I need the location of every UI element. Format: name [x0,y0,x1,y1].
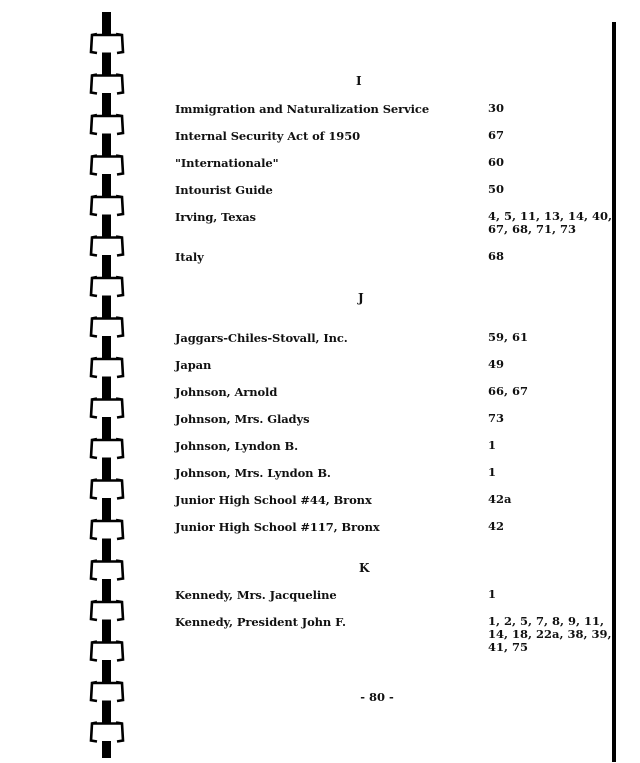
entry-term: Johnson, Mrs. Lyndon B. [175,466,331,480]
binding-ring [91,75,123,94]
binding-bar [102,53,111,75]
binding-bar [102,741,111,758]
entry-pages: 4, 5, 11, 13, 14, 40, 67, 68, 71, 73 [488,209,613,236]
index-entry [175,385,615,413]
index-entry [175,615,615,660]
binding-ring [91,358,123,377]
section-letter-j: J [358,291,364,305]
binding-ring [91,399,123,418]
index-entry [175,331,615,359]
binding-bar [102,93,111,115]
binding-bar [102,660,111,682]
entry-term: Japan [175,358,212,372]
entry-pages: 68 [488,249,505,263]
binding-bar [102,255,111,277]
entry-pages: 49 [488,357,505,371]
page-footer [0,690,640,704]
entry-pages: 1 [488,438,497,452]
binding-bar [102,579,111,601]
entry-term: Immigration and Naturalization Service [175,102,430,116]
entry-term: Italy [175,250,204,264]
index-entry [175,412,615,440]
page-number: - 80 - [360,690,394,704]
binding-bar [102,296,111,318]
binding-ring [91,601,123,620]
binding-ring [91,439,123,458]
entry-term: Jaggars-Chiles-Stovall, Inc. [175,331,348,345]
section-letter-i: I [356,74,362,88]
binding-bar [102,134,111,156]
index-entry [175,588,615,616]
binding-ring [91,237,123,256]
entry-pages: 50 [488,182,505,196]
index-entry [175,102,615,130]
entry-pages: 1, 2, 5, 7, 8, 9, 11, 14, 18, 22a, 38, 39, 41, 75 [488,614,612,654]
binding-ring [91,318,123,337]
entry-term: "Internationale" [175,156,279,170]
entry-term: Johnson, Mrs. Gladys [175,412,310,426]
entry-term: Johnson, Lyndon B. [175,439,299,453]
index-entry [175,358,615,386]
binding-ring [91,34,123,53]
binding-ring [91,277,123,296]
entry-pages: 42a [488,492,512,506]
entry-term: Irving, Texas [175,210,256,224]
entry-pages: 1 [488,587,497,601]
binding-bar [102,539,111,561]
binding-bar [102,498,111,520]
index-entry [175,129,615,157]
entry-pages: 66, 67 [488,384,529,398]
binding-ring [91,520,123,539]
entry-term: Junior High School #117, Bronx [175,520,380,534]
index-entry [175,439,615,467]
index-entry [175,183,615,211]
binding-bar [102,458,111,480]
binding-bar [102,417,111,439]
entry-pages: 59, 61 [488,330,529,344]
entry-term: Internal Security Act of 1950 [175,129,360,143]
entry-term: Kennedy, Mrs. Jacqueline [175,588,337,602]
index-entry [175,493,615,521]
binding-bar [102,174,111,196]
index-entry [175,210,615,238]
entry-pages: 30 [488,101,505,115]
binding-bar [102,377,111,399]
entry-pages: 67 [488,128,505,142]
entry-pages: 73 [488,411,505,425]
entry-term: Kennedy, President John F. [175,615,346,629]
section-letter-k: K [359,561,370,575]
binding-bar [102,620,111,642]
entry-pages: 1 [488,465,497,479]
entry-term: Junior High School #44, Bronx [175,493,372,507]
binding-ring [91,561,123,580]
binding-bar [102,336,111,358]
binding-ring [91,156,123,175]
index-entry [175,466,615,494]
binding-ring [91,642,123,661]
binding-ring [91,196,123,215]
index-entry [175,520,615,548]
binding-ring [91,115,123,134]
spiral-binding [88,8,128,758]
binding-ring [91,723,123,742]
index-entry [175,156,615,184]
entry-term: Johnson, Arnold [175,385,278,399]
entry-term: Intourist Guide [175,183,273,197]
entry-pages: 60 [488,155,505,169]
binding-ring [91,480,123,499]
binding-bar [102,215,111,237]
index-entry [175,250,615,278]
entry-pages: 42 [488,519,505,533]
binding-bar [102,12,111,34]
